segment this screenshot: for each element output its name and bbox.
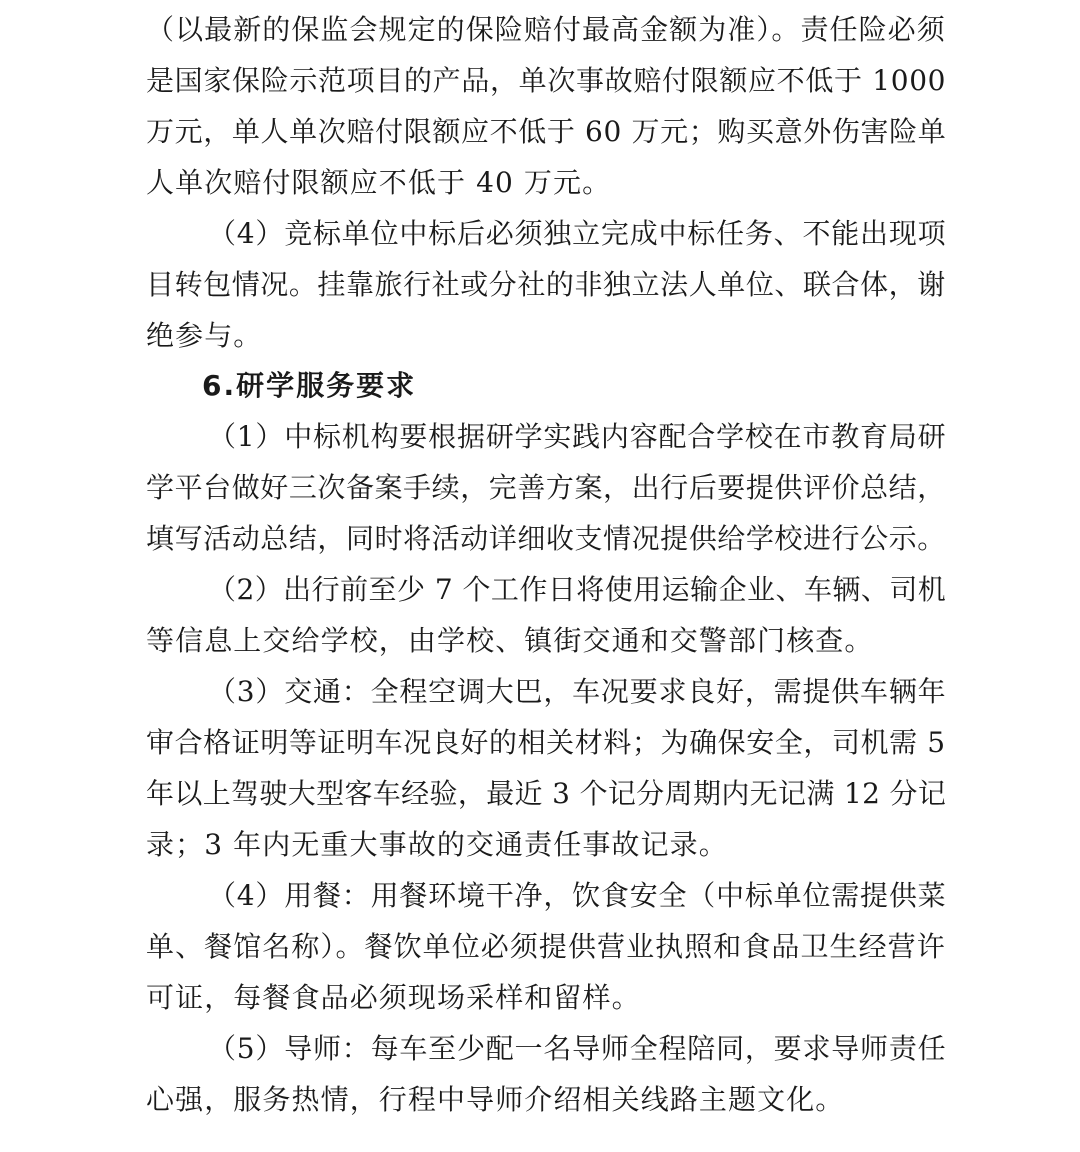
text-line: （2）出行前至少 7 个工作日将使用运输企业、车辆、司机 [208,573,946,606]
section-heading: 6.研学服务要求 [202,369,417,402]
text-line: （1）中标机构要根据研学实践内容配合学校在市教育局研 [208,420,946,453]
text-line: 录；3 年内无重大事故的交通责任事故记录。 [146,828,728,861]
text-line: （3）交通：全程空调大巴，车况要求良好，需提供车辆年 [208,675,946,708]
text-line: 审合格证明等证明车况良好的相关材料；为确保安全，司机需 5 [146,726,946,759]
text-line: 年以上驾驶大型客车经验，最近 3 个记分周期内无记满 12 分记 [146,777,946,810]
text-line: （5）导师：每车至少配一名导师全程陪同，要求导师责任 [208,1032,946,1065]
text-line: 等信息上交给学校，由学校、镇街交通和交警部门核查。 [146,624,874,657]
text-line: 是国家保险示范项目的产品，单次事故赔付限额应不低于 1000 [146,64,946,97]
text-line: 学平台做好三次备案手续，完善方案，出行后要提供评价总结， [146,471,946,504]
text-line: 人单次赔付限额应不低于 40 万元。 [146,166,612,199]
text-line: 可证，每餐食品必须现场采样和留样。 [146,981,641,1014]
text-line: 单、餐馆名称）。餐饮单位必须提供营业执照和食品卫生经营许 [146,930,946,963]
text-line: 心强，服务热情，行程中导师介绍相关线路主题文化。 [146,1083,845,1116]
text-line: （4）竞标单位中标后必须独立完成中标任务、不能出现项 [208,217,946,250]
text-line: （以最新的保监会规定的保险赔付最高金额为准）。责任险必须 [146,13,946,46]
text-line: 目转包情况。挂靠旅行社或分社的非独立法人单位、联合体，谢 [146,268,946,301]
text-line: 填写活动总结，同时将活动详细收支情况提供给学校进行公示。 [146,522,946,555]
text-line: 万元，单人单次赔付限额应不低于 60 万元；购买意外伤害险单 [146,115,946,148]
text-line: 绝参与。 [146,319,263,352]
text-line: （4）用餐：用餐环境干净，饮食安全（中标单位需提供菜 [208,879,946,912]
